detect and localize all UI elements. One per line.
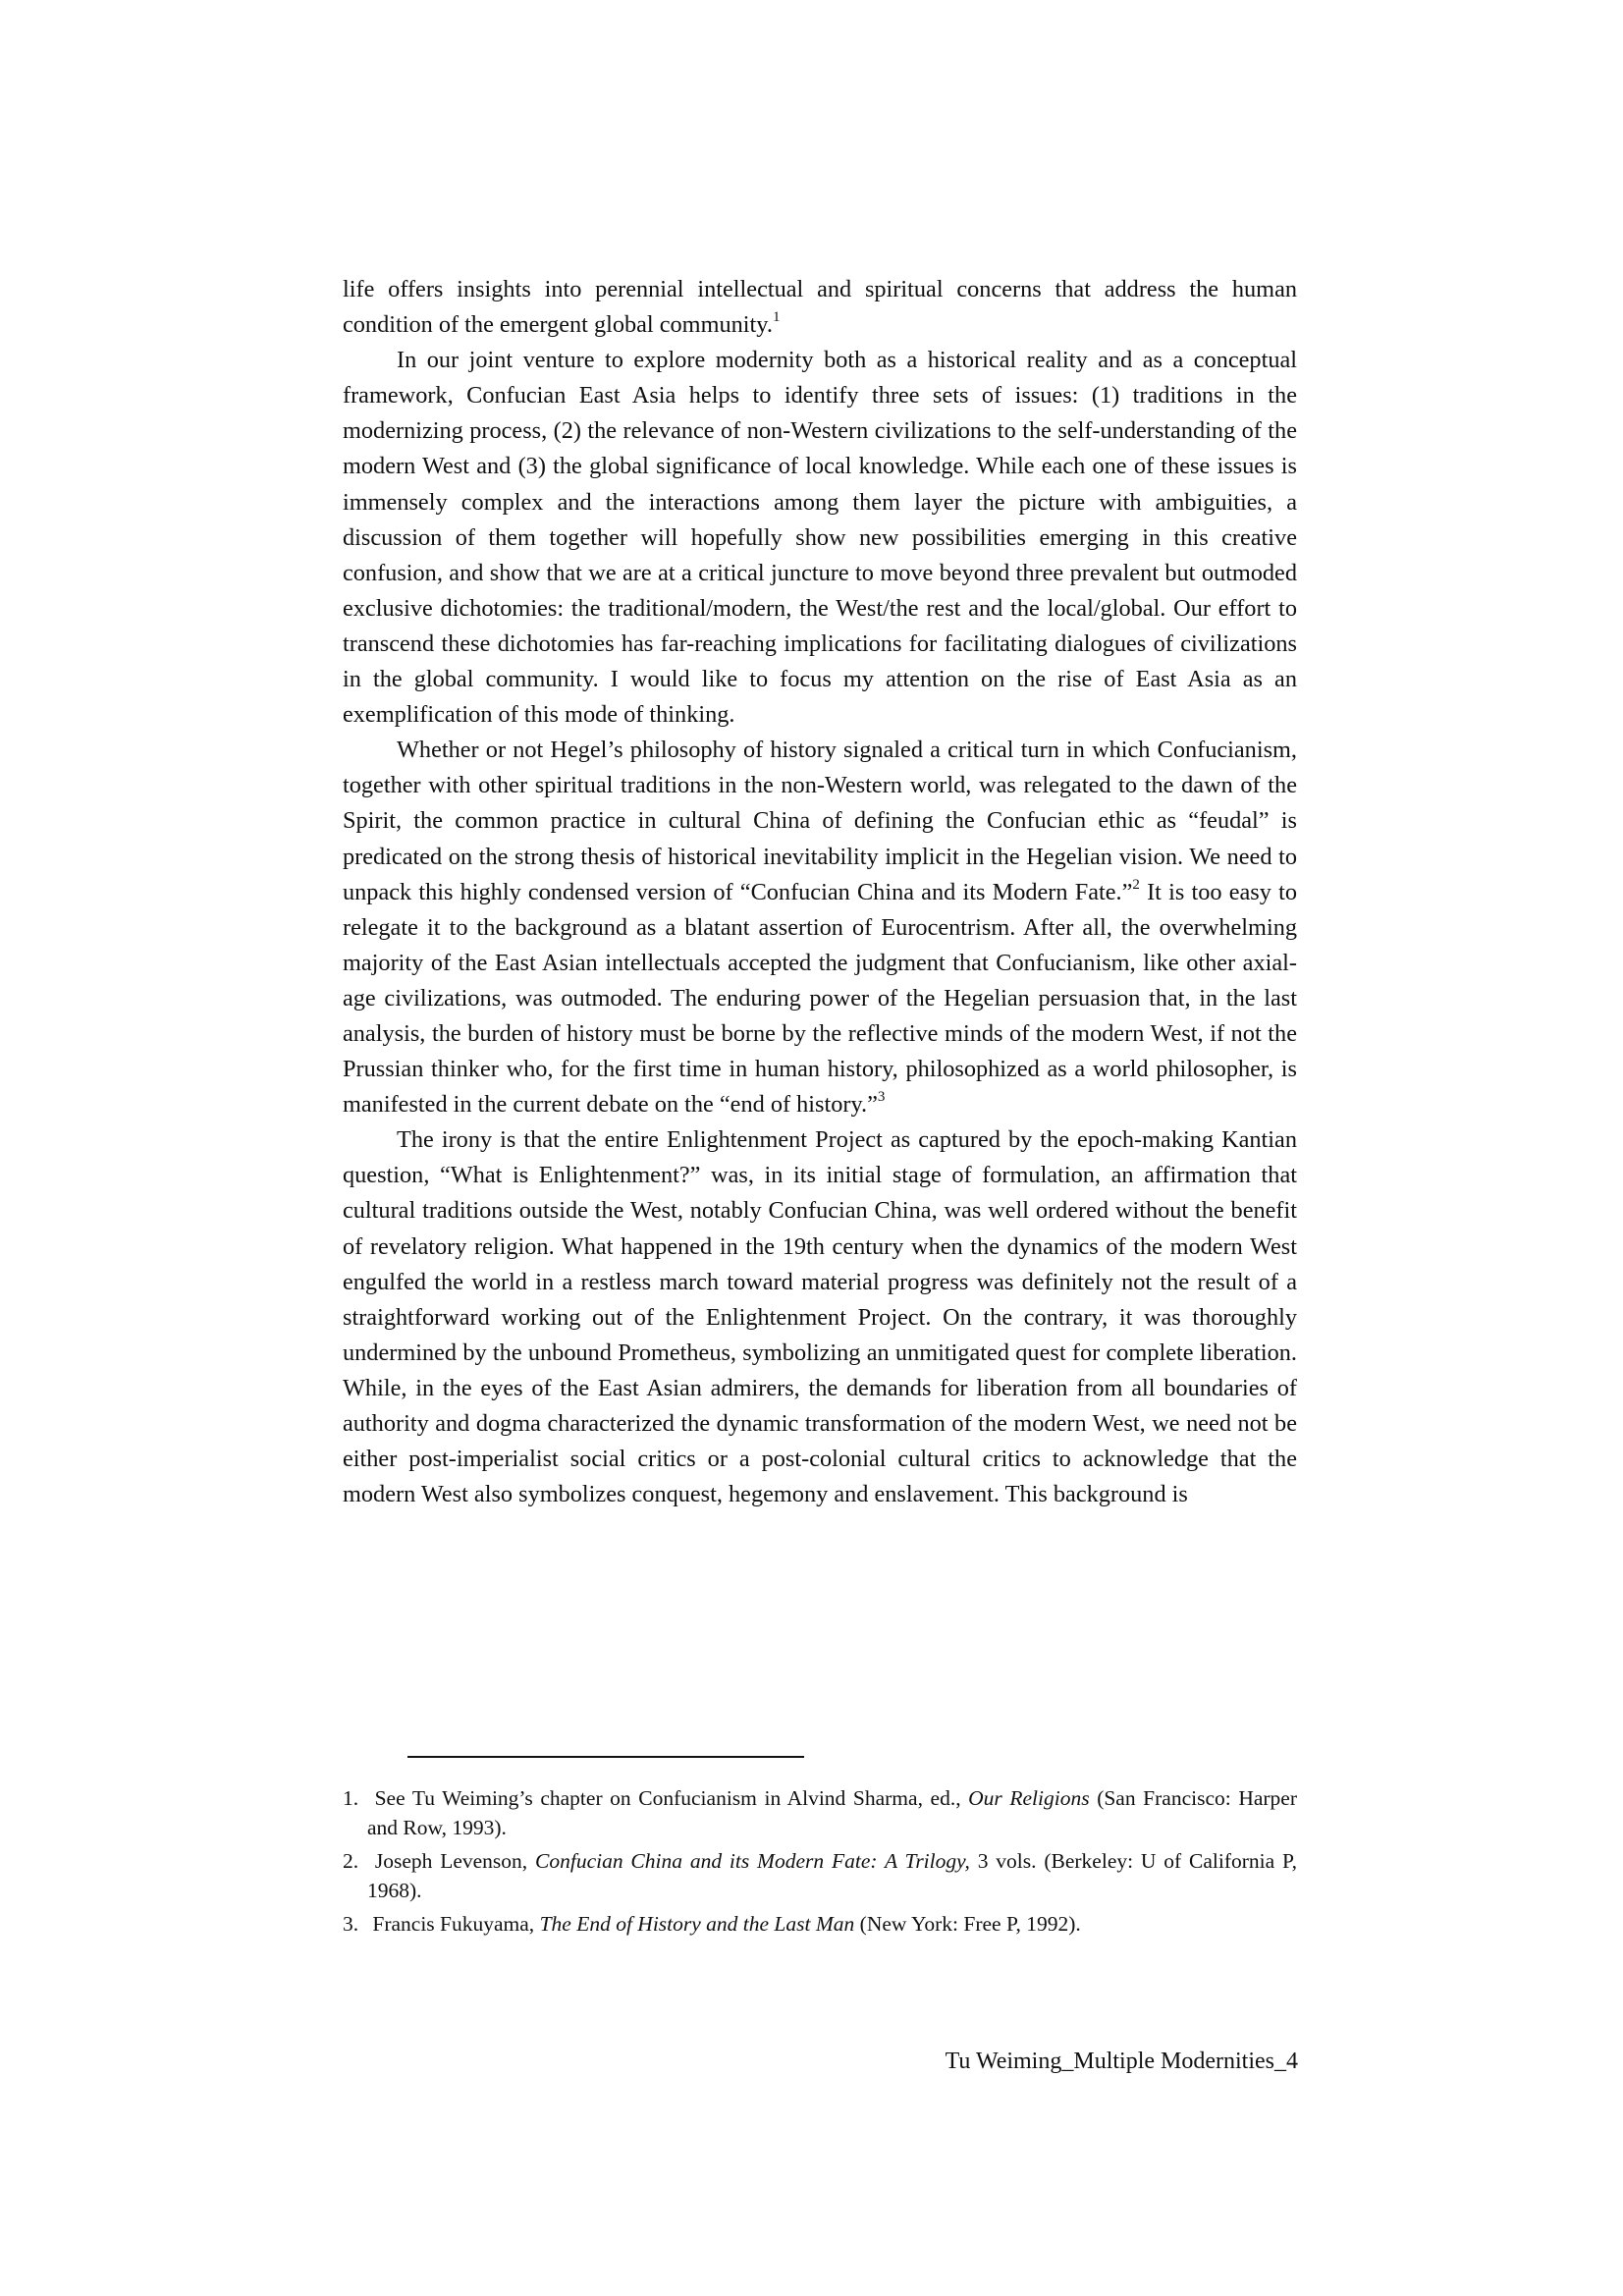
footnote-3-title: The End of History and the Last Man xyxy=(539,1912,855,1936)
footnote-1-number: 1. xyxy=(343,1786,359,1810)
paragraph-4 xyxy=(343,1122,1297,1512)
footnote-3-text: Francis Fukuyama, xyxy=(367,1912,540,1936)
paragraph-2-text: In our joint venture to explore modernity both as a historical reality and as a conceptual framework, Confucian East Asia helps to identify three sets of issues: (1) traditions in the modernizing process, (2) the relevance of non-Western civilizations to the self-understanding of the modern West and (3) the global significance of local knowledge. While each one of these issues is immensely complex and the interactions among them layer the picture with ambiguities, a discussion of them together will hopefully show new possibilities emerging in this creative confusion, and show that we are at a critical juncture to move beyond three prevalent but outmoded exclusive dichotomies: the traditional/modern, the West/the rest and the local/global. Our effort to transcend these dichotomies has far-reaching implications for facilitating dialogues of civilizations in the global community. I would like to focus my attention on the rise of East Asia as an exemplification of this mode of thinking. xyxy=(343,347,1297,729)
paragraph-3-text-a: Whether or not Hegel’s philosophy of history signaled a critical turn in which Confucianism, together with other spiritual traditions in the non-Western world, was relegated to the dawn of the Spirit, the common practice in cultural China of defining the Confucian ethic as “feudal” is predicated on the strong thesis of historical inevitability implicit in the Hegelian vision. We need to unpack this highly condensed version of “Confucian China and its Modern Fate.” xyxy=(343,737,1297,905)
footnote-3-text-end: (New York: Free P, 1992). xyxy=(854,1912,1081,1936)
footnote-ref-1: 1 xyxy=(772,309,781,325)
footnote-2-title: Confucian China and its Modern Fate: A Trilogy, xyxy=(535,1849,970,1873)
paragraph-3-text-b: It is too easy to relegate it to the background as a blatant assertion of Eurocentrism. After all, the overwhelming majority of the East Asian intellectuals accepted the judgment that Confucianism, like other axial-age civilizations, was outmoded. The enduring power of the Hegelian persuasion that, in the last analysis, the burden of history must be borne by the reflective minds of the modern West, if not the Prussian thinker who, for the first time in human history, philosophized as a world philosopher, is manifested in the current debate on the “end of history.” xyxy=(343,878,1297,1119)
paragraph-4-text: The irony is that the entire Enlightenment Project as captured by the epoch-making Kantian question, “What is Enlightenment?” was, in its initial stage of formulation, an affirmation that cultural traditions outside the West, notably Confucian China, was well ordered without the benefit of revelatory religion. What happened in the 19th century when the dynamics of the modern West engulfed the world in a restless march toward material progress was definitely not the result of a straightforward working out of the Enlightenment Project. On the contrary, it was thoroughly undermined by the unbound Prometheus, symbolizing an unmitigated quest for complete liberation. While, in the eyes of the East Asian admirers, the demands for liberation from all boundaries of authority and dogma characterized the dynamic transformation of the modern West, we need not be either post-imperialist social critics or a post-colonial cultural critics to acknowledge that the modern West also symbolizes conquest, hegemony and enslavement. This background is xyxy=(343,1126,1297,1508)
page-body xyxy=(343,272,1297,1512)
footnote-2-text: Joseph Levenson, xyxy=(367,1849,535,1873)
footnote-ref-3: 3 xyxy=(877,1089,886,1106)
footnote-1-text-end: (San Francisco: Harper and Row, 1993). xyxy=(367,1786,1298,1839)
footnote-3-number: 3. xyxy=(343,1912,359,1936)
paragraph-3 xyxy=(343,733,1297,1122)
footnotes xyxy=(343,1783,1297,1942)
footnote-ref-2: 2 xyxy=(1132,876,1140,893)
running-footer: Tu Weiming_Multiple Modernities_4 xyxy=(945,2049,1298,2074)
footnote-1 xyxy=(343,1783,1297,1842)
paragraph-1-text: life offers insights into perennial intellectual and spiritual concerns that address the human condition of the emergent global community. xyxy=(343,276,1297,339)
footnote-3 xyxy=(343,1909,1297,1939)
footnote-1-title: Our Religions xyxy=(968,1786,1090,1810)
body-text xyxy=(343,272,1297,1512)
paragraph-1 xyxy=(343,272,1297,343)
footnote-2-number: 2. xyxy=(343,1849,359,1873)
footnote-2-text-end: 3 vols. (Berkeley: U of California P, 1968). xyxy=(367,1849,1297,1902)
footnote-1-text: See Tu Weiming’s chapter on Confucianism in Alvind Sharma, ed., xyxy=(367,1786,969,1810)
paragraph-2 xyxy=(343,343,1297,733)
footnote-2 xyxy=(343,1846,1297,1905)
footnote-separator xyxy=(407,1756,804,1758)
